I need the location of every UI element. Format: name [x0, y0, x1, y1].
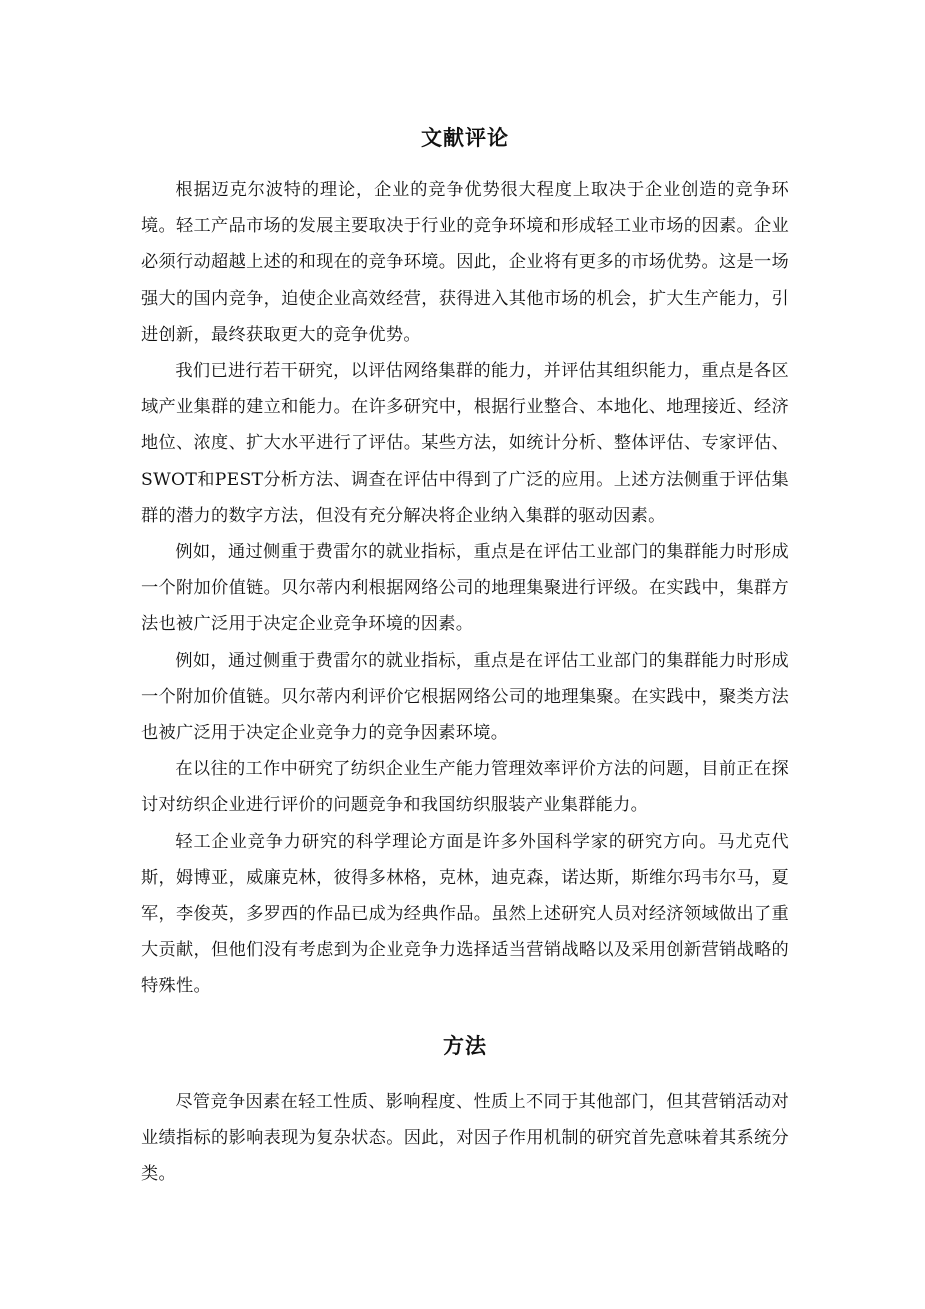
document-body [141, 118, 789, 1192]
paragraph: 尽管竞争因素在轻工性质、影响程度、性质上不同于其他部门，但其营销活动对业绩指标的影响表现为复杂状态。因此，对因子作用机制的研究首先意味着其系统分类。 [141, 1091, 789, 1185]
paragraph: 根据迈克尔波特的理论，企业的竞争优势很大程度上取决于企业创造的竞争环境。轻工产品市场的发展主要取决于行业的竞争环境和形成轻工业市场的因素。企业必须行动超越上述的和现在的竞争环境。因此，企业将有更多的市场优势。这是一场强大的国内竞争，迫使企业高效经营，获得进入其他市场的机会，扩大生产能力，引进创新，最终获取更大的竞争优势。 [141, 180, 789, 345]
paragraph: 我们已进行若干研究，以评估网络集群的能力，并评估其组织能力，重点是各区域产业集群的建立和能力。在许多研究中，根据行业整合、本地化、地理接近、经济地位、浓度、扩大水平进行了评估。某些方法，如统计分析、整体评估、专家评估、SWOT和PEST分析方法、调查在评估中得到了广泛的应用。上述方法侧重于评估集群的潜力的数字方法，但没有充分解决将企业纳入集群的驱动因素。 [141, 361, 789, 526]
section-heading-literature-review: 文献评论 [421, 126, 509, 150]
paragraph: 在以往的工作中研究了纺织企业生产能力管理效率评价方法的问题，目前正在探讨对纺织企业进行评价的问题竞争和我国纺织服装产业集群能力。 [141, 759, 789, 816]
paragraph: 例如，通过侧重于费雷尔的就业指标，重点是在评估工业部门的集群能力时形成一个附加价值链。贝尔蒂内利根据网络公司的地理集聚进行评级。在实践中，集群方法也被广泛用于决定企业竞争环境的因素。 [141, 542, 789, 635]
paragraph: 例如，通过侧重于费雷尔的就业指标，重点是在评估工业部门的集群能力时形成一个附加价值链。贝尔蒂内利评价它根据网络公司的地理集聚。在实践中，聚类方法也被广泛用于决定企业竞争力的竞争因素环境。 [141, 650, 789, 744]
section-heading-methods: 方法 [443, 1033, 487, 1058]
paragraph: 轻工企业竞争力研究的科学理论方面是许多外国科学家的研究方向。马尤克代斯，姆博亚，威廉克林，彼得多林格，克林，迪克森，诺达斯，斯维尔玛韦尔马，夏军，李俊英，多罗西的作品已成为经典作品。虽然上述研究人员对经济领域做出了重大贡献，但他们没有考虑到为企业竞争力选择适当营销战略以及采用创新营销战略的特殊性。 [141, 831, 789, 997]
